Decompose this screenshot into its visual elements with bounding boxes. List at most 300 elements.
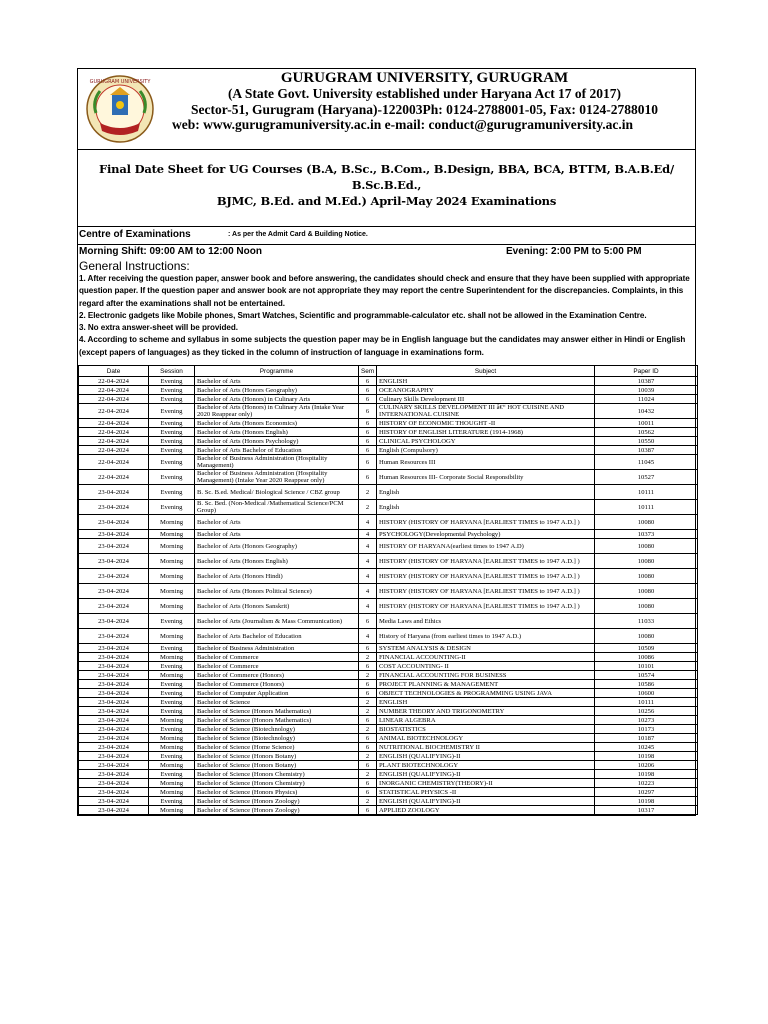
cell-subject: Human Resources III- Corporate Social Responsibility [377,470,595,485]
cell-session: Morning [149,734,195,743]
cell-date: 23-04-2024 [79,716,149,725]
cell-sem: 2 [359,485,377,500]
table-row [79,419,698,428]
cell-paper-id: 10080 [595,584,698,599]
cell-programme: Bachelor of Arts (Honors) in Culinary Arts (Intake Year 2020 Reappear only) [195,404,359,419]
evening-shift: Evening: 2:00 PM to 5:00 PM [506,246,642,257]
cell-date: 22-04-2024 [79,377,149,386]
cell-sem: 6 [359,689,377,698]
cell-subject: ENGLISH (QUALIFYING)-II [377,797,595,806]
cell-subject: HISTORY OF HARYANA(earliest times to 1947 A.D) [377,539,595,554]
cell-sem: 6 [359,743,377,752]
cell-sem: 6 [359,716,377,725]
cell-programme: Bachelor of Arts (Honors) in Culinary Arts [195,395,359,404]
table-row [79,554,698,569]
cell-sem: 2 [359,707,377,716]
table-row [79,806,698,815]
col-sem: Sem [359,366,377,377]
cell-programme: Bachelor of Business Administration (Hospitality Management) (Intake Year 2020 Reappear only) [195,470,359,485]
cell-programme: Bachelor of Science (Home Science) [195,743,359,752]
cell-date: 23-04-2024 [79,614,149,629]
title-line-1: Final Date Sheet for UG Courses (B.A, B.Sc., B.Com., B.Design, BBA, BCA, BTTM, B.A.B.Ed/ B.Sc.B.Ed., [99,162,674,192]
table-row [79,662,698,671]
table-row [79,584,698,599]
cell-session: Evening [149,770,195,779]
cell-date: 23-04-2024 [79,599,149,614]
cell-date: 22-04-2024 [79,446,149,455]
col-subject: Subject [377,366,595,377]
cell-sem: 6 [359,614,377,629]
cell-date: 23-04-2024 [79,797,149,806]
cell-sem: 6 [359,806,377,815]
logo-text: GURUGRAM UNIVERSITY [89,79,151,85]
cell-paper-id: 10387 [595,446,698,455]
cell-subject: CULINARY SKILLS DEVELOPMENT III â€“ HOT CUISINE AND INTERNATIONAL CUISINE [377,404,595,419]
table-row [79,515,698,530]
cell-sem: 4 [359,554,377,569]
cell-date: 22-04-2024 [79,404,149,419]
cell-session: Morning [149,671,195,680]
cell-subject: BIOSTATISTICS [377,725,595,734]
table-row [79,725,698,734]
title-line-2: BJMC, B.Ed. and M.Ed.) April-May 2024 Examinations [216,194,557,208]
cell-date: 22-04-2024 [79,386,149,395]
cell-session: Evening [149,662,195,671]
cell-subject: OBJECT TECHNOLOGIES & PROGRAMMING USING JAVA [377,689,595,698]
cell-sem: 6 [359,470,377,485]
cell-paper-id: 10198 [595,770,698,779]
cell-subject: English (Compulsory) [377,446,595,455]
table-row [79,770,698,779]
cell-sem: 6 [359,404,377,419]
cell-session: Evening [149,485,195,500]
cell-session: Morning [149,779,195,788]
cell-sem: 6 [359,419,377,428]
table-row [79,761,698,770]
cell-programme: Bachelor of Science (Honors Botany) [195,761,359,770]
cell-session: Morning [149,584,195,599]
cell-date: 23-04-2024 [79,743,149,752]
cell-sem: 6 [359,761,377,770]
gi-colon: : [186,259,190,273]
cell-session: Evening [149,446,195,455]
cell-date: 23-04-2024 [79,698,149,707]
cell-subject: ENGLISH [377,377,595,386]
cell-sem: 6 [359,788,377,797]
cell-date: 23-04-2024 [79,770,149,779]
cell-sem: 2 [359,797,377,806]
cell-sem: 4 [359,539,377,554]
cell-session: Evening [149,386,195,395]
cell-paper-id: 10011 [595,419,698,428]
cell-date: 23-04-2024 [79,662,149,671]
cell-session: Morning [149,653,195,662]
cell-paper-id: 10574 [595,671,698,680]
col-paper-id: Paper ID [595,366,698,377]
cell-programme: Bachelor of Arts Bachelor of Education [195,446,359,455]
col-programme: Programme [195,366,359,377]
cell-session: Morning [149,761,195,770]
cell-paper-id: 10297 [595,788,698,797]
cell-session: Morning [149,629,195,644]
cell-paper-id: 10317 [595,806,698,815]
title-block [78,150,695,227]
cell-date: 22-04-2024 [79,419,149,428]
cell-date: 23-04-2024 [79,554,149,569]
cell-paper-id: 10600 [595,689,698,698]
cell-subject: ENGLISH (QUALIFYING)-II [377,752,595,761]
cell-date: 23-04-2024 [79,806,149,815]
cell-paper-id: 10086 [595,653,698,662]
cell-session: Morning [149,515,195,530]
instructions-list [78,273,695,365]
table-row [79,386,698,395]
cell-subject: CLINICAL PSYCHOLOGY [377,437,595,446]
cell-session: Morning [149,788,195,797]
table-row [79,743,698,752]
cell-paper-id: 11024 [595,395,698,404]
cell-paper-id: 10527 [595,470,698,485]
cell-paper-id: 10509 [595,644,698,653]
cell-session: Evening [149,419,195,428]
cell-sem: 6 [359,779,377,788]
cell-sem: 6 [359,455,377,470]
cell-session: Evening [149,614,195,629]
table-row [79,500,698,515]
cell-sem: 4 [359,515,377,530]
university-header [78,69,695,150]
table-row [79,437,698,446]
cell-paper-id: 10173 [595,725,698,734]
cell-session: Evening [149,689,195,698]
cell-session: Morning [149,716,195,725]
cell-sem: 6 [359,386,377,395]
cell-paper-id: 10586 [595,680,698,689]
cell-subject: PLANT BIOTECHNOLOGY [377,761,595,770]
cell-programme: Bachelor of Arts Bachelor of Education [195,629,359,644]
cell-programme: Bachelor of Commerce (Honors) [195,680,359,689]
cell-subject: English [377,500,595,515]
cell-session: Evening [149,455,195,470]
date-sheet-table [78,365,698,815]
cell-subject: History of Haryana (from earliest times to 1947 A.D.) [377,629,595,644]
cell-programme: Bachelor of Arts [195,377,359,386]
centre-row [78,227,695,245]
cell-date: 22-04-2024 [79,395,149,404]
cell-subject: STATISTICAL PHYSICS -II [377,788,595,797]
cell-paper-id: 11045 [595,455,698,470]
cell-programme: Bachelor of Commerce [195,662,359,671]
cell-sem: 6 [359,644,377,653]
cell-date: 23-04-2024 [79,734,149,743]
cell-date: 23-04-2024 [79,530,149,539]
table-row [79,680,698,689]
cell-subject: HISTORY OF ENGLISH LITERATURE (1914-1968) [377,428,595,437]
cell-session: Evening [149,437,195,446]
cell-programme: Bachelor of Science (Honors Chemistry) [195,779,359,788]
instruction-4: 4. According to scheme and syllabus in some subjects the question paper may be in English language but the candidates may answer either in Hindi or English (except papers of languages) as they ticked in the column of instruction of language in examinations form. [79,335,686,357]
cell-sem: 2 [359,752,377,761]
cell-sem: 2 [359,653,377,662]
cell-date: 23-04-2024 [79,485,149,500]
table-row [79,395,698,404]
cell-date: 23-04-2024 [79,680,149,689]
cell-sem: 6 [359,437,377,446]
cell-paper-id: 10187 [595,734,698,743]
cell-paper-id: 10080 [595,599,698,614]
table-row [79,446,698,455]
cell-subject: LINEAR ALGEBRA [377,716,595,725]
table-row [79,671,698,680]
table-row [79,428,698,437]
cell-session: Evening [149,404,195,419]
cell-subject: FINANCIAL ACCOUNTING FOR BUSINESS [377,671,595,680]
centre-label: Centre of Examinations [79,229,191,240]
cell-sem: 6 [359,734,377,743]
table-row [79,455,698,470]
instruction-3: 3. No extra answer-sheet will be provided. [79,323,238,333]
cell-date: 23-04-2024 [79,671,149,680]
cell-paper-id: 10432 [595,404,698,419]
table-row [79,470,698,485]
table-row [79,797,698,806]
cell-paper-id: 10111 [595,500,698,515]
cell-session: Morning [149,530,195,539]
col-session: Session [149,366,195,377]
cell-session: Evening [149,500,195,515]
university-logo [84,73,156,145]
table-row [79,569,698,584]
cell-paper-id: 10080 [595,515,698,530]
cell-subject: PROJECT PLANNING & MANAGEMENT [377,680,595,689]
cell-session: Evening [149,698,195,707]
cell-date: 22-04-2024 [79,455,149,470]
cell-subject: Media Laws and Ethics [377,614,595,629]
table-row [79,698,698,707]
cell-date: 22-04-2024 [79,428,149,437]
cell-paper-id: 10387 [595,377,698,386]
instruction-2: 2. Electronic gadgets like Mobile phones, Smart Watches, Scientific and programmable-calculator etc. shall not be allowed in the Examination Centre. [79,310,647,320]
cell-programme: Bachelor of Arts (Journalism & Mass Communication) [195,614,359,629]
cell-sem: 2 [359,500,377,515]
table-row [79,734,698,743]
cell-programme: Bachelor of Computer Application [195,689,359,698]
cell-session: Evening [149,395,195,404]
cell-paper-id: 10550 [595,437,698,446]
cell-sem: 4 [359,569,377,584]
cell-date: 23-04-2024 [79,539,149,554]
table-row [79,599,698,614]
cell-paper-id: 10039 [595,386,698,395]
cell-programme: Bachelor of Arts (Honors Geography) [195,539,359,554]
cell-subject: APPLIED ZOOLOGY [377,806,595,815]
cell-subject: COST ACCOUNTING- II [377,662,595,671]
cell-sem: 6 [359,446,377,455]
cell-sem: 4 [359,629,377,644]
cell-programme: Bachelor of Science (Honors Chemistry) [195,770,359,779]
col-date: Date [79,366,149,377]
cell-date: 23-04-2024 [79,761,149,770]
cell-date: 23-04-2024 [79,689,149,698]
cell-sem: 2 [359,725,377,734]
table-row [79,689,698,698]
cell-subject: HISTORY OF ECONOMIC THOUGHT -II [377,419,595,428]
cell-programme: Bachelor of Arts [195,515,359,530]
cell-sem: 6 [359,680,377,689]
cell-session: Evening [149,377,195,386]
cell-date: 23-04-2024 [79,500,149,515]
cell-session: Evening [149,470,195,485]
cell-programme: B. Sc. Bed. (Non-Medical /Mathematical Science/PCM Group) [195,500,359,515]
cell-paper-id: 10256 [595,707,698,716]
cell-paper-id: 11033 [595,614,698,629]
cell-sem: 4 [359,599,377,614]
cell-programme: Bachelor of Arts (Honors English) [195,428,359,437]
cell-paper-id: 10373 [595,530,698,539]
cell-programme: Bachelor of Science (Honors Zoology) [195,797,359,806]
cell-paper-id: 10273 [595,716,698,725]
cell-programme: Bachelor of Arts (Honors Economics) [195,419,359,428]
cell-subject: HISTORY (HISTORY OF HARYANA [EARLIEST TIMES to 1947 A.D.] ) [377,515,595,530]
cell-session: Morning [149,569,195,584]
cell-programme: Bachelor of Commerce (Honors) [195,671,359,680]
table-row [79,614,698,629]
table-row [79,779,698,788]
cell-sem: 6 [359,395,377,404]
cell-session: Evening [149,680,195,689]
cell-date: 23-04-2024 [79,515,149,530]
university-name: GURUGRAM UNIVERSITY, GURUGRAM [280,70,569,86]
cell-programme: Bachelor of Science (Honors Zoology) [195,806,359,815]
cell-subject: HISTORY (HISTORY OF HARYANA [EARLIEST TIMES to 1947 A.D.] ) [377,599,595,614]
university-act: (A State Govt. University established under Haryana Act 17 of 2017) [227,86,622,101]
cell-sem: 6 [359,428,377,437]
cell-paper-id: 10223 [595,779,698,788]
cell-sem: 6 [359,377,377,386]
cell-session: Morning [149,554,195,569]
cell-subject: OCEANOGRAPHY [377,386,595,395]
cell-programme: Bachelor of Arts (Honors Psychology) [195,437,359,446]
cell-programme: Bachelor of Science (Honors Mathematics) [195,716,359,725]
table-row [79,539,698,554]
cell-subject: English [377,485,595,500]
cell-subject: HISTORY (HISTORY OF HARYANA [EARLIEST TIMES to 1947 A.D.] ) [377,584,595,599]
cell-paper-id: 10080 [595,569,698,584]
cell-session: Morning [149,599,195,614]
cell-sem: 2 [359,698,377,707]
cell-date: 23-04-2024 [79,725,149,734]
table-row [79,716,698,725]
shift-row [78,245,695,259]
general-instructions-heading [78,259,695,273]
cell-subject: HISTORY (HISTORY OF HARYANA [EARLIEST TIMES to 1947 A.D.] ) [377,569,595,584]
cell-programme: Bachelor of Arts (Honors Geography) [195,386,359,395]
cell-programme: Bachelor of Science (Honors Mathematics) [195,707,359,716]
table-row [79,752,698,761]
cell-sem: 4 [359,530,377,539]
university-web: web: www.gurugramuniversity.ac.in e-mail: conduct@gurugramuniversity.ac.in [172,117,634,132]
cell-subject: Human Resources III [377,455,595,470]
cell-paper-id: 10101 [595,662,698,671]
cell-programme: Bachelor of Arts (Honors Sanskrit) [195,599,359,614]
cell-sem: 2 [359,770,377,779]
table-row [79,707,698,716]
cell-subject: FINANCIAL ACCOUNTING-II [377,653,595,662]
cell-date: 23-04-2024 [79,644,149,653]
centre-value: : As per the Admit Card & Building Notice. [228,231,368,238]
table-row [79,653,698,662]
cell-programme: Bachelor of Science (Honors Botany) [195,752,359,761]
cell-session: Morning [149,743,195,752]
morning-shift: Morning Shift: 09:00 AM to 12:00 Noon [79,246,262,257]
cell-date: 23-04-2024 [79,629,149,644]
cell-date: 23-04-2024 [79,752,149,761]
cell-date: 23-04-2024 [79,584,149,599]
cell-date: 22-04-2024 [79,437,149,446]
cell-subject: ANIMAL BIOTECHNOLOGY [377,734,595,743]
table-row [79,788,698,797]
cell-session: Evening [149,428,195,437]
date-sheet-document [77,68,696,816]
cell-session: Evening [149,707,195,716]
cell-date: 23-04-2024 [79,788,149,797]
cell-date: 23-04-2024 [79,707,149,716]
cell-programme: B. Sc. B.ed. Medical/ Biological Science / CBZ group [195,485,359,500]
cell-subject: INORGANIC CHEMISTRY(THEORY)-II [377,779,595,788]
cell-programme: Bachelor of Science (Biotechnology) [195,734,359,743]
cell-programme: Bachelor of Business Administration (Hospitality Management) [195,455,359,470]
cell-paper-id: 10080 [595,554,698,569]
cell-paper-id: 10080 [595,629,698,644]
cell-programme: Bachelor of Science (Biotechnology) [195,725,359,734]
cell-date: 23-04-2024 [79,569,149,584]
university-address: Sector-51, Gurugram (Haryana)-122003Ph: 0124-2788001-05, Fax: 0124-2788010 [190,101,659,117]
table-body [79,377,698,815]
instruction-1: 1. After receiving the question paper, answer book and before answering, the candidates should check and ensure that they have been supplied with appropriate question paper. If the question paper and answer book are not appropriate they may report the centre Superintendent for the discrepancies. Complaints, in this regard after the examinations shall not be entertained. [79,274,690,308]
cell-date: 23-04-2024 [79,779,149,788]
cell-programme: Bachelor of Commerce [195,653,359,662]
cell-subject: HISTORY (HISTORY OF HARYANA [EARLIEST TIMES to 1947 A.D.] ) [377,554,595,569]
cell-sem: 6 [359,662,377,671]
gi-heading-text: General Instructions [79,259,187,273]
cell-paper-id: 10198 [595,797,698,806]
cell-session: Morning [149,806,195,815]
cell-session: Evening [149,644,195,653]
cell-subject: PSYCHOLOGY(Developmental Psychology) [377,530,595,539]
cell-subject: ENGLISH (QUALIFYING)-II [377,770,595,779]
cell-programme: Bachelor of Arts [195,530,359,539]
table-header-row [79,366,698,377]
cell-paper-id: 10080 [595,539,698,554]
cell-sem: 2 [359,671,377,680]
cell-programme: Bachelor of Science [195,698,359,707]
cell-paper-id: 10245 [595,743,698,752]
cell-subject: NUTRITIONAL BIOCHEMISTRY II [377,743,595,752]
cell-paper-id: 10111 [595,485,698,500]
cell-programme: Bachelor of Arts (Honors Political Science) [195,584,359,599]
cell-paper-id: 10562 [595,428,698,437]
cell-programme: Bachelor of Arts (Honors Hindi) [195,569,359,584]
cell-session: Evening [149,797,195,806]
table-row [79,377,698,386]
cell-subject: Culinary Skills Development III [377,395,595,404]
cell-paper-id: 10206 [595,761,698,770]
cell-date: 23-04-2024 [79,653,149,662]
table-row [79,530,698,539]
table-row [79,644,698,653]
cell-subject: ENGLISH [377,698,595,707]
cell-programme: Bachelor of Science (Honors Physics) [195,788,359,797]
